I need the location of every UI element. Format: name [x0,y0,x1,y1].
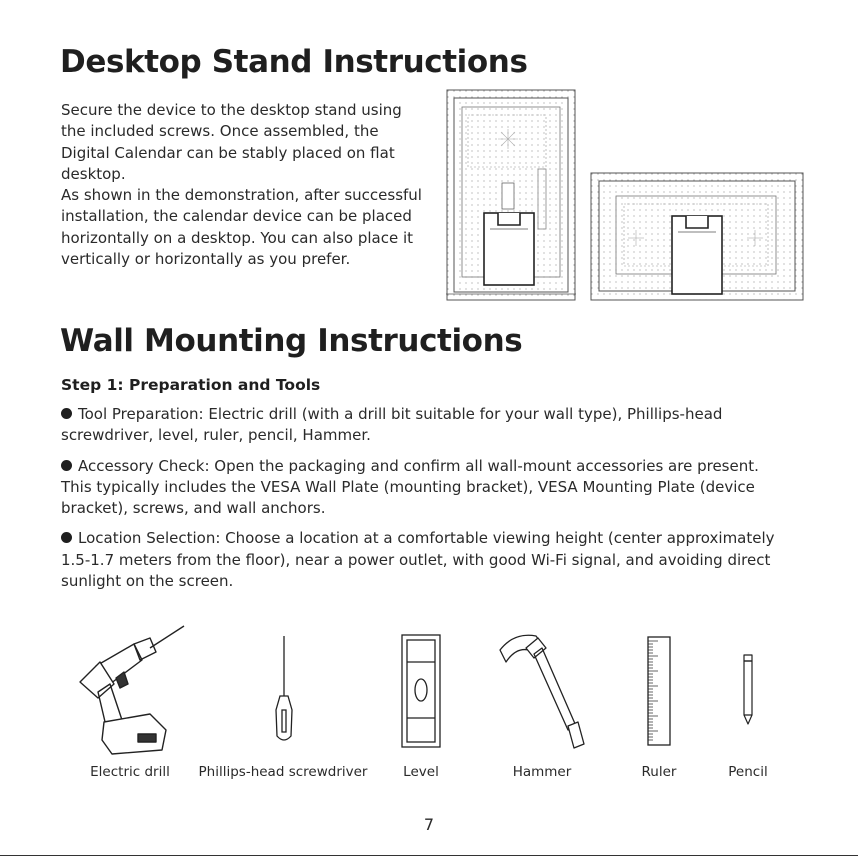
preparation-list [61,404,791,601]
desktop-paragraph-1: Secure the device to the desktop stand using the included screws. Once assembled, the Digital Calendar can be stably placed on flat desktop. [61,101,402,183]
pencil-icon [741,654,755,726]
screwdriver-icon [272,634,296,746]
bullet-dot-icon [61,408,72,419]
tool-label-pencil: Pencil [728,764,768,780]
tool-label-level: Level [403,764,439,780]
level-icon [401,634,441,748]
hammer-icon [496,630,588,750]
list-item [61,528,791,592]
horizontal-stand-illustration [590,172,804,302]
electric-drill-icon [70,622,188,758]
page-number: 7 [423,815,435,834]
tool-label-hammer: Hammer [512,764,572,780]
bullet-dot-icon [61,460,72,471]
wall-mounting-heading: Wall Mounting Instructions [60,323,523,359]
list-item [61,456,791,520]
bullet-text: Location Selection: Choose a location at a comfortable viewing height (center approximately 1.5-1.7 meters from the floor), near a power outlet, with good Wi-Fi signal, and avoiding direct sunlight on the screen. [61,529,775,591]
tool-label-electric-drill: Electric drill [90,764,170,780]
bullet-text: Accessory Check: Open the packaging and confirm all wall-mount accessories are present. This typically includes the VESA Wall Plate (mounting bracket), VESA Mounting Plate (device bracket), screws, and wall anchors. [61,456,759,518]
bottom-divider [0,855,858,856]
desktop-paragraph-2: As shown in the demonstration, after successful installation, the calendar device can be placed horizontally on a desktop. You can also place it vertically or horizontally as you prefer. [61,186,422,268]
ruler-icon [647,636,671,746]
vertical-stand-illustration [446,89,576,301]
step-1-title: Step 1: Preparation and Tools [61,376,321,394]
bullet-dot-icon [61,532,72,543]
list-item [61,404,791,447]
bullet-text: Tool Preparation: Electric drill (with a drill bit suitable for your wall type), Phillips-head screwdriver, level, ruler, pencil, Hammer. [61,405,723,445]
tool-label-ruler: Ruler [641,764,677,780]
desktop-stand-heading: Desktop Stand Instructions [60,44,528,80]
tool-label-screwdriver: Phillips-head screwdriver [198,764,368,780]
